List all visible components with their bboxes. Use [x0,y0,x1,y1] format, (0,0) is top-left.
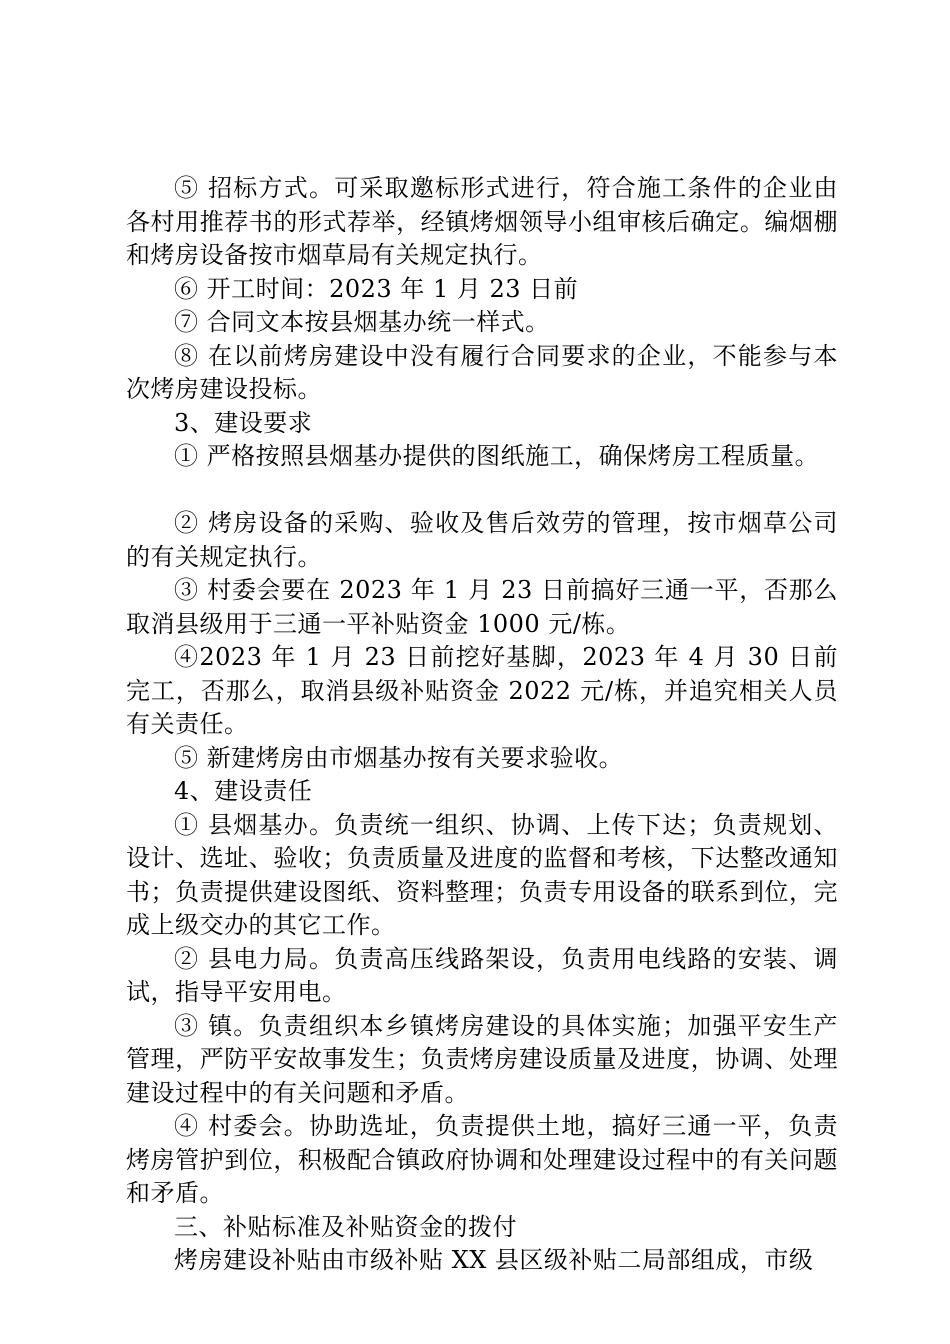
paragraph-drawings: ① 严格按照县烟基办提供的图纸施工，确保烤房工程质量。 [174,442,820,470]
paragraph-foundation-deadline: ④2023 年 1 月 23 日前挖好基脚，2023 年 4 月 30 日前完工，否那么，取消县级补贴资金 2022 元/栋，并追究相关人员有关责任。 [126,643,838,738]
paragraph-start-time: ⑥ 开工时间：2023 年 1 月 23 日前 [174,274,579,303]
document-body [126,172,838,1278]
paragraph-power-bureau: ② 县电力局。负责高压线路架设，负责用电线路的安装、调试，指导平安用电。 [126,944,838,1006]
paragraph-bid-method: ⑤ 招标方式。可采取邀标形式进行，符合施工条件的企业由各村用推荐书的形式荐举，经镇烤烟领导小组审核后确定。编烟棚和烤房设备按市烟草局有关规定执行。 [126,174,838,269]
paragraph-town: ③ 镇。负责组织本乡镇烤房建设的具体实施；加强平安生产管理，严防平安故事发生；负责烤房建设质量及进度，协调、处理建设过程中的有关问题和矛盾。 [126,1011,838,1107]
paragraph-acceptance: ⑤ 新建烤房由市烟基办按有关要求验收。 [174,743,624,772]
paragraph-village-committee: ④ 村委会。协助选址，负责提供土地，搞好三通一平，负责烤房管护到位，积极配合镇政府协调和处理建设过程中的有关问题和矛盾。 [126,1112,838,1207]
paragraph-equipment: ② 烤房设备的采购、验收及售后效劳的管理，按市烟草公司的有关规定执行。 [126,509,838,571]
section-heading-construction-responsibility: 4、建设责任 [174,777,313,805]
paragraph-village-committee-deadline: ③ 村委会要在 2023 年 1 月 23 日前搞好三通一平，否那么取消县级用于三通一平补贴资金 1000 元/栋。 [126,576,838,638]
paragraph-excluded-enterprises: ⑧ 在以前烤房建设中没有履行合同要求的企业，不能参与本次烤房建设投标。 [126,341,838,403]
section-heading-subsidy: 三、补贴标准及补贴资金的拨付 [174,1212,517,1241]
section-heading-construction-requirements: 3、建设要求 [174,408,313,437]
paragraph-county-office: ① 县烟基办。负责统一组织、协调、上传下达；负责规划、设计、选址、验收；负责质量及进度的监督和考核，下达整改通知书；负责提供建设图纸、资料整理；负责专用设备的联系到位，完成上级交办的其它工作。 [126,810,838,939]
paragraph-contract-text: ⑦ 合同文本按县烟基办统一样式。 [174,308,550,336]
paragraph-subsidy-composition: 烤房建设补贴由市级补贴 XX 县区级补贴二局部组成，市级 [174,1246,814,1274]
